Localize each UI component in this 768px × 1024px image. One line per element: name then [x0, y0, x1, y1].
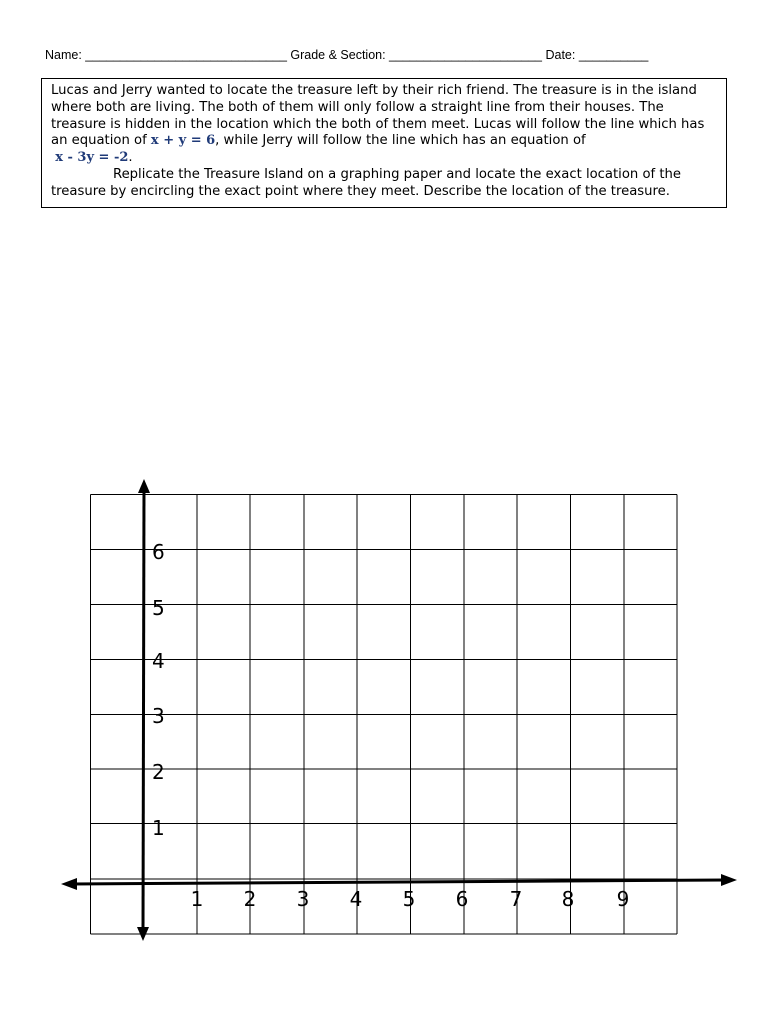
x-tick-label: 2 [243, 887, 257, 911]
problem-text-part1: Lucas and Jerry wanted to locate the treasure left by their rich friend. The treasure is in the island where both are living. The both of them will only follow a straight line from their houses. The treasure is hidden in the location which the both of them meet. Lucas will follow the line which has an equation of [51, 83, 705, 149]
problem-statement-box [41, 78, 727, 208]
x-tick-label: 9 [616, 887, 630, 911]
x-axis-left-arrow [61, 878, 77, 890]
axes [61, 479, 737, 941]
y-tick-label: 2 [152, 760, 165, 784]
x-tick-label: 6 [455, 887, 469, 911]
name-field[interactable]: Name: _____________________________ [45, 48, 287, 62]
x-tick-label: 5 [402, 887, 416, 911]
x-axis [72, 880, 726, 884]
instruction-text: Replicate the Treasure Island on a graphing paper and locate the exact location of the treasure by encircling the exact point where they meet. Describe the location of the treasure. [51, 166, 682, 199]
x-tick-label: 4 [349, 887, 363, 911]
lucas-equation: x + y = 6 [150, 133, 216, 149]
x-axis-right-arrow [721, 874, 737, 886]
jerry-equation: x - 3y = -2 [55, 150, 129, 166]
grade-section-field[interactable]: Grade & Section: ______________________ [290, 48, 542, 62]
y-tick-label: 4 [152, 649, 165, 673]
x-tick-label: 3 [296, 887, 310, 911]
y-tick-label: 5 [152, 596, 165, 620]
problem-text-part2: , while Jerry will follow the line which has an equation of [215, 133, 586, 149]
grid-lines [91, 495, 678, 935]
y-axis-top-arrow [138, 479, 150, 493]
y-tick-label: 3 [152, 704, 165, 728]
y-tick-label: 1 [152, 816, 165, 840]
y-axis [143, 488, 144, 932]
x-tick-labels [191, 887, 630, 911]
x-tick-label: 7 [509, 887, 523, 911]
x-tick-label: 1 [190, 887, 204, 911]
date-field[interactable]: Date: __________ [545, 48, 649, 62]
student-info-line [45, 48, 725, 62]
y-tick-label: 6 [152, 540, 165, 564]
problem-text-part3: . [128, 150, 133, 166]
x-tick-label: 8 [561, 887, 575, 911]
y-tick-labels [152, 540, 165, 840]
y-axis-bottom-arrow [137, 927, 149, 941]
